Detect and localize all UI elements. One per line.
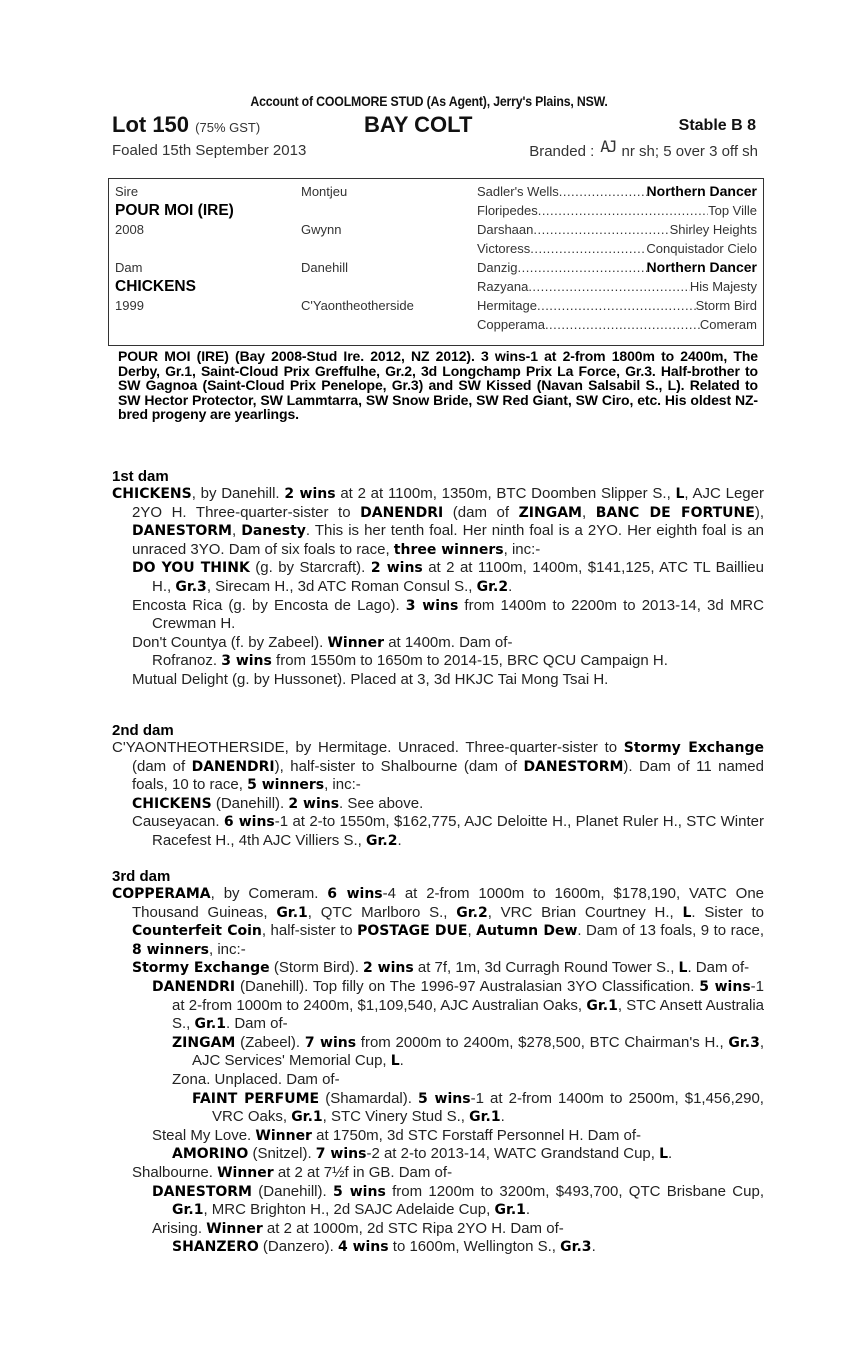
text: at 1400m. Dam of- xyxy=(384,633,513,651)
dam-name: CHICKENS xyxy=(115,278,196,295)
pedigree-entry xyxy=(112,485,764,559)
bold-text: 4 wins xyxy=(337,1239,389,1256)
pedigree-entry xyxy=(112,739,764,795)
gg-left: Victoress xyxy=(477,241,531,256)
text: , AJC Leger 2YO H. Three-quarter-sister to xyxy=(132,485,764,521)
text: Don't Countya (f. by Zabeel). xyxy=(132,633,328,651)
bold-text: 2 wins xyxy=(370,560,423,577)
great-grandparent-row xyxy=(477,220,757,239)
text: Mutual Delight (g. by Hussonet). Placed at 3, 3d HKJC Tai Mong Tsai H. xyxy=(132,670,609,688)
branded-label: Branded : xyxy=(529,143,595,160)
brand-mark-icon: AJ xyxy=(600,137,616,156)
text: -1 at 2-from 1400m to 2500m, $1,456,290, VRC Oaks, xyxy=(212,1089,764,1126)
bold-text: Winner xyxy=(217,1164,274,1181)
bold-text: L xyxy=(659,1146,669,1163)
gg-right: Northern Dancer xyxy=(646,183,757,199)
section-2nd-dam xyxy=(112,722,764,851)
bold-text: Winner xyxy=(206,1220,263,1237)
gg-left: Danzig xyxy=(477,260,518,275)
text: . See above. xyxy=(339,794,424,812)
text: ). Dam of 11 named foals, 10 to race, xyxy=(132,757,764,794)
great-grandparent-row xyxy=(477,277,757,296)
bold-text: three winners xyxy=(393,541,504,558)
lot-label: Lot 150 xyxy=(112,112,190,137)
section-title: 2nd dam xyxy=(112,722,174,739)
text: at 7f, 1m, 3d Curragh Round Tower S., xyxy=(413,959,679,977)
great-grandparent-row xyxy=(477,239,757,258)
pedigree-entry xyxy=(112,1238,764,1257)
text: from 1400m to 2200m to 2013-14, 3d MRC Crewman H. xyxy=(152,596,764,633)
bold-text: Gr.1 xyxy=(469,1109,501,1126)
text: -2 at 2-to 2013-14, WATC Grandstand Cup, xyxy=(366,1145,660,1163)
pedigree-table xyxy=(108,178,764,346)
leader-dots xyxy=(533,220,669,239)
bold-text: Stormy Exchange xyxy=(132,960,270,977)
leader-dots xyxy=(545,315,700,334)
text: to 1600m, Wellington S., xyxy=(388,1238,561,1256)
bold-text: FAINT PERFUME xyxy=(192,1090,320,1107)
bold-text: SHANZERO xyxy=(172,1239,259,1256)
gg-left: Floripedes xyxy=(477,203,538,218)
bold-text: 3 wins xyxy=(221,653,272,670)
text: at 2 at 1100m, 1400m, $141,125, ATC TL Baillieu H., xyxy=(152,559,764,595)
gg-right: His Majesty xyxy=(689,279,757,294)
lot-number xyxy=(112,112,260,141)
vendor-account: Account of COOLMORE STUD (As Agent), Jerry's Plains, NSW. xyxy=(250,93,608,109)
text: Zona. Unplaced. Dam of- xyxy=(172,1070,340,1088)
pedigree-entry xyxy=(112,1220,764,1239)
bold-text: Autumn Dew xyxy=(476,923,578,940)
bold-text: Gr.3 xyxy=(175,578,207,595)
great-grandparent-row xyxy=(477,258,757,277)
text: at 1750m, 3d STC Forstaff Personnel H. Dam of- xyxy=(311,1126,641,1144)
text: , inc:- xyxy=(324,776,361,794)
text: Causeyacan. xyxy=(132,813,224,831)
text: . Dam of 13 foals, 9 to race, xyxy=(577,922,764,940)
text: (Danehill). xyxy=(211,794,289,812)
bold-text: 5 wins xyxy=(699,978,751,995)
bold-text: DANENDRI xyxy=(360,504,444,521)
dam-year: 1999 xyxy=(115,298,144,313)
section-3rd-dam xyxy=(112,868,764,1257)
bold-text: Gr.2 xyxy=(456,904,488,921)
bold-text: 2 wins xyxy=(288,795,340,812)
text: . This is her tenth foal. Her ninth foal is a 2YO. Her eighth foal is an unraced 3YO. Dam of six foals to race, xyxy=(132,522,764,558)
brand-detail: nr sh; 5 over 3 off sh xyxy=(621,143,758,160)
text: , STC Ansett Australia S., xyxy=(172,996,764,1033)
bold-text: L xyxy=(682,904,692,921)
text: . Sister to xyxy=(691,903,764,921)
bold-text: 6 wins xyxy=(327,886,383,902)
pedigree-entry xyxy=(112,959,764,978)
bold-text: ZINGAM xyxy=(518,504,582,521)
text: , QTC Marlboro S., xyxy=(307,903,457,921)
pedigree-entry xyxy=(112,559,764,596)
bold-text: 2 wins xyxy=(363,960,414,977)
text: Encosta Rica (g. by Encosta de Lago). xyxy=(132,596,406,614)
text: , xyxy=(581,503,596,521)
bold-text: Danesty xyxy=(241,523,306,540)
bold-text: Gr.3 xyxy=(560,1239,592,1256)
text: , inc:- xyxy=(503,540,541,558)
text: , inc:- xyxy=(209,940,246,958)
pedigree-entry xyxy=(112,597,764,634)
text: , Sirecam H., 3d ATC Roman Consul S., xyxy=(206,577,477,595)
text: Rofranoz. xyxy=(152,652,222,670)
gg-left: Darshaan xyxy=(477,222,534,237)
great-grandparent-row xyxy=(477,296,757,315)
sire-sire: Montjeu xyxy=(301,184,348,199)
text: , xyxy=(467,922,477,940)
pedigree-entry xyxy=(112,634,764,653)
bold-text: 5 winners xyxy=(247,777,325,794)
bold-text: 8 winners xyxy=(132,941,210,958)
text: (Danehill). Top filly on The 1996-97 Australasian 3YO Classification. xyxy=(235,977,700,995)
bold-text: DANENDRI xyxy=(191,758,275,775)
text: (Shamardal). xyxy=(319,1089,418,1107)
text: , MRC Brighton H., 2d SAJC Adelaide Cup, xyxy=(203,1201,495,1219)
leader-dots xyxy=(537,296,696,315)
great-grandparent-row xyxy=(477,201,757,220)
text: from 1550m to 1650m to 2014-15, BRC QCU Campaign H. xyxy=(271,652,668,670)
text: (g. by Starcraft). xyxy=(249,559,371,577)
bold-text: Gr.3 xyxy=(728,1034,760,1051)
text: at 2 at 1100m, 1350m, BTC Doomben Slipper S., xyxy=(335,485,676,502)
gg-left: Copperama xyxy=(477,317,545,332)
text: . xyxy=(668,1145,673,1163)
bold-text: DANENDRI xyxy=(152,978,236,995)
text: , AJC Services' Memorial Cup, xyxy=(192,1033,765,1070)
text: (dam of xyxy=(132,757,192,775)
text: (Danehill). xyxy=(251,1182,333,1200)
pedigree-entry xyxy=(112,1071,764,1090)
text: from 2000m to 2400m, $278,500, BTC Chairman's H., xyxy=(356,1033,729,1051)
pedigree-entry xyxy=(112,978,764,1034)
text: Arising. xyxy=(152,1219,207,1237)
pedigree-entry xyxy=(112,1145,764,1164)
bold-text: COPPERAMA xyxy=(112,886,211,902)
pedigree-entry xyxy=(112,795,764,814)
great-grandparent-row xyxy=(477,182,757,201)
bold-text: Winner xyxy=(327,634,385,651)
stable-location: Stable B 8 xyxy=(678,117,756,134)
foaled-date: Foaled 15th September 2013 xyxy=(112,142,307,159)
leader-dots xyxy=(530,239,646,258)
bold-text: DO YOU THINK xyxy=(132,560,250,577)
bold-text: DANESTORM xyxy=(132,523,232,540)
section-title: 3rd dam xyxy=(112,868,171,885)
text: C'YAONTHEOTHERSIDE, by Hermitage. Unraced. Three-quarter-sister to xyxy=(112,739,624,756)
leader-dots xyxy=(538,201,708,220)
section-1st-dam xyxy=(112,468,764,690)
text: (Danzero). xyxy=(258,1238,338,1256)
gg-right: Shirley Heights xyxy=(669,222,757,237)
gg-left: Sadler's Wells xyxy=(477,184,559,199)
text: ), xyxy=(754,503,764,521)
horse-description: BAY COLT xyxy=(364,112,473,137)
catalogue-page-header xyxy=(112,92,766,164)
section-title: 1st dam xyxy=(112,468,169,485)
bold-text: Gr.1 xyxy=(194,1016,226,1033)
text: . xyxy=(525,1201,531,1219)
text: (dam of xyxy=(443,503,519,521)
text: , by Danehill. xyxy=(191,485,285,502)
entry-list xyxy=(112,885,764,1257)
text: . Dam of- xyxy=(225,1015,288,1033)
bold-text: Gr.1 xyxy=(276,904,308,921)
gst-note: (75% GST) xyxy=(195,120,261,135)
bold-text: 5 wins xyxy=(418,1090,471,1107)
gg-left: Razyana xyxy=(477,279,529,294)
bold-text: AMORINO xyxy=(172,1146,249,1163)
pedigree-entry xyxy=(112,885,764,959)
bold-text: Gr.1 xyxy=(172,1202,204,1219)
sire-label: Sire xyxy=(115,184,139,199)
pedigree-entry xyxy=(112,1164,764,1183)
text: -4 at 2-from 1000m to 1600m, $178,190, VATC One Thousand Guineas, xyxy=(132,885,765,921)
text: ), half-sister to Shalbourne (dam of xyxy=(274,757,524,775)
bold-text: 6 wins xyxy=(223,814,275,831)
text: , VRC Brian Courtney H., xyxy=(487,903,683,921)
text: -1 at 2-from 1000m to 2400m, $1,109,540, AJC Australian Oaks, xyxy=(172,977,764,1014)
pedigree-entry xyxy=(112,1034,764,1071)
gg-right: Top Ville xyxy=(708,203,757,218)
gg-right: Northern Dancer xyxy=(646,259,757,275)
leader-dots xyxy=(517,258,646,277)
bold-text: Gr.2 xyxy=(365,832,398,849)
text: (Zabeel). xyxy=(235,1033,305,1051)
dam-sire: Danehill xyxy=(301,260,348,275)
pedigree-entry xyxy=(112,813,764,850)
bold-text: Gr.1 xyxy=(586,997,618,1014)
text: . xyxy=(397,831,402,849)
text: . Dam of- xyxy=(687,959,750,977)
bold-text: Gr.1 xyxy=(291,1109,323,1126)
pedigree-entry xyxy=(112,1090,764,1127)
bold-text: 2 wins xyxy=(284,486,336,502)
bold-text: DANESTORM xyxy=(523,758,624,775)
bold-text: ZINGAM xyxy=(172,1034,236,1051)
sire-name: POUR MOI (IRE) xyxy=(115,202,234,219)
gg-right: Comeram xyxy=(699,317,757,332)
text: from 1200m to 3200m, $493,700, QTC Brisbane Cup, xyxy=(385,1182,764,1200)
text: . xyxy=(591,1238,596,1256)
gg-left: Hermitage xyxy=(477,298,537,313)
text: at 2 at 1000m, 2d STC Ripa 2YO H. Dam of- xyxy=(262,1219,564,1237)
text: at 2 at 7½f in GB. Dam of- xyxy=(273,1163,453,1181)
text: (Snitzel). xyxy=(248,1145,316,1163)
bold-text: Stormy Exchange xyxy=(623,740,764,756)
dam-label: Dam xyxy=(115,260,143,275)
pedigree-entry xyxy=(112,1183,764,1220)
lot-row xyxy=(112,112,766,138)
bold-text: 3 wins xyxy=(405,597,459,614)
entry-list xyxy=(112,485,764,690)
pedigree-entry xyxy=(112,1127,764,1146)
foal-row xyxy=(112,137,766,164)
text: , STC Vinery Stud S., xyxy=(322,1108,470,1126)
entry-list xyxy=(112,739,764,851)
bold-text: POSTAGE DUE xyxy=(357,923,468,940)
bold-text: 7 wins xyxy=(304,1034,357,1051)
bold-text: L xyxy=(390,1053,400,1070)
pedigree-entry xyxy=(112,652,764,671)
bold-text: Gr.1 xyxy=(494,1202,526,1219)
bold-text: CHICKENS xyxy=(112,486,192,502)
bold-text: DANESTORM xyxy=(152,1183,252,1200)
text: , by Comeram. xyxy=(210,885,328,902)
bold-text: 7 wins xyxy=(315,1146,367,1163)
bold-text: L xyxy=(675,486,685,502)
bold-text: Winner xyxy=(255,1127,312,1144)
bold-text: L xyxy=(678,960,688,977)
text: . xyxy=(500,1108,505,1126)
sire-dam: Gwynn xyxy=(301,222,342,237)
bold-text: Gr.2 xyxy=(476,578,509,595)
bold-text: Counterfeit Coin xyxy=(132,923,262,940)
text: , xyxy=(231,522,242,540)
sire-year: 2008 xyxy=(115,222,144,237)
gg-right: Conquistador Cielo xyxy=(646,241,757,256)
sire-summary: POUR MOI (IRE) (Bay 2008-Stud Ire. 2012, NZ 2012). 3 wins-1 at 2-from 1800m to 2400m, The Derby, Gr.1, Saint-Cloud Prix Greffulhe, Gr.2, 3d Longchamp Prix La Force, Gr.3. Half-brother to SW Gagnoa (Saint-Cloud Prix Penelope, Gr.3) and SW Kissed (Navan Salsabil S., L). Related to SW Hector Protector, SW Lammtarra, SW Snow Bride, SW Red Giant, SW Ciro, etc. His oldest NZ-bred progeny are yearlings. xyxy=(118,348,758,422)
text: Steal My Love. xyxy=(152,1126,256,1144)
text: (Storm Bird). xyxy=(269,959,364,977)
text: . xyxy=(508,577,513,595)
gg-right: Storm Bird xyxy=(695,298,757,313)
text: . xyxy=(399,1052,404,1070)
great-grandparent-row xyxy=(477,315,757,334)
branding xyxy=(529,137,758,163)
leader-dots xyxy=(559,182,647,201)
dam-dam: C'Yaontheotherside xyxy=(301,298,414,313)
bold-text: CHICKENS xyxy=(132,795,212,812)
text: -1 at 2-to 1550m, $162,775, AJC Deloitte H., Planet Ruler H., STC Winter Racefest H., 4th AJC Villiers S., xyxy=(152,813,764,849)
bold-text: 5 wins xyxy=(332,1183,386,1200)
text: , half-sister to xyxy=(261,922,358,940)
leader-dots xyxy=(528,277,690,296)
bold-text: BANC DE FORTUNE xyxy=(595,504,755,521)
pedigree-entry xyxy=(112,671,764,690)
text: Shalbourne. xyxy=(132,1163,218,1181)
